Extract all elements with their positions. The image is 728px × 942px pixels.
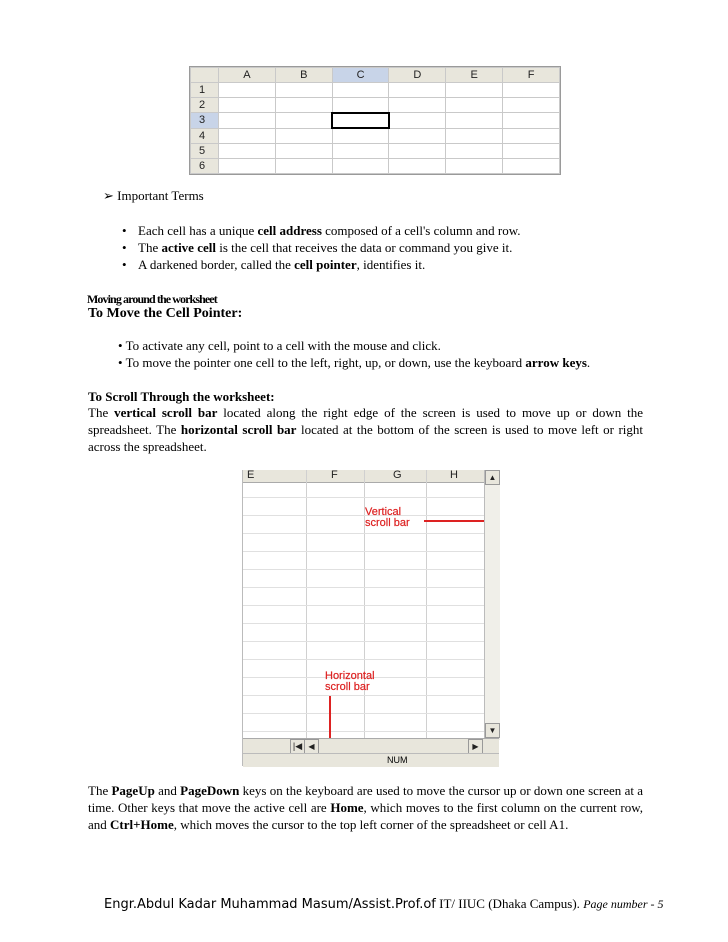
status-bar [243,753,499,767]
row-header: 3 [191,113,219,128]
vertical-scroll-bar[interactable] [484,470,500,740]
scroll-bars-image [242,470,500,766]
column-header: E [247,469,255,481]
row-header: 2 [191,98,219,113]
list-item: • A darkened border, called the cell pointer, identifies it. [122,257,426,272]
scroll-right-icon[interactable]: ▶ [468,739,483,754]
column-header: A [219,68,276,83]
arrow-bullet-icon: ➢ [103,188,114,203]
column-header: F [331,469,338,481]
column-header: G [393,469,402,481]
column-header: H [450,469,458,481]
row-header: 5 [191,143,219,158]
column-header: B [275,68,332,83]
scroll-up-icon[interactable]: ▲ [485,470,500,485]
column-header: C [332,68,389,83]
column-header: F [503,68,560,83]
active-cell [332,113,389,128]
page-footer: Engr.Abdul Kadar Muhammad Masum/Assist.Prof.of IT/ IIUC (Dhaka Campus). Page number - 5 [104,896,664,912]
horizontal-scroll-bar[interactable] [243,738,499,753]
row-header: 6 [191,158,219,173]
scroll-down-icon[interactable]: ▼ [485,723,500,738]
bullet-icon: • [122,240,127,255]
horizontal-callout-line [329,696,331,738]
column-header: D [389,68,446,83]
list-item: • The active cell is the cell that receives the data or command you give it. [122,240,513,255]
previous-sheet-icon[interactable]: ◀ [304,739,319,754]
vertical-scroll-callout: Vertical scroll bar [365,506,410,529]
bullet-icon: • [118,338,123,353]
list-item: • To activate any cell, point to a cell with the mouse and click. [118,338,441,353]
bullet-icon: • [122,257,127,272]
row-header: 4 [191,128,219,143]
scroll-paragraph: The vertical scroll bar located along the right edge of the screen is used to move up or down the spreadsheet. The horizontal scroll bar located at the bottom of the screen is used to move left or right across the spreadsheet. [88,405,644,454]
section-heading: To Scroll Through the worksheet: [88,389,275,404]
bullet-icon: • [122,223,127,238]
select-all-corner [191,68,219,83]
column-header: E [446,68,503,83]
list-item: • To move the pointer one cell to the left, right, up, or down, use the keyboard arrow keys. [118,355,591,370]
terms-heading: ➢ Important Terms [103,188,204,203]
spreadsheet-grid-image [189,66,561,175]
vertical-callout-line [424,520,484,522]
page-number: Page number - 5 [583,897,664,911]
row-header: 1 [191,83,219,98]
section-heading: Moving around the worksheet [87,292,217,306]
list-item: • Each cell has a unique cell address composed of a cell's column and row. [122,223,521,238]
bullet-icon: • [118,355,123,370]
paging-paragraph: The PageUp and PageDown keys on the keyboard are used to move the cursor up or down one screen at a time. Other keys that move the active cell are Home, which moves to the first column on the current row, and Ctrl+Home, which moves the cursor to the top left corner of the spreadsheet or cell A1. [88,783,643,832]
num-lock-indicator: NUM [387,755,408,765]
first-sheet-icon[interactable]: |◀ [290,739,305,754]
horizontal-scroll-callout: Horizontal scroll bar [325,670,375,693]
subsection-heading: To Move the Cell Pointer: [88,306,243,321]
